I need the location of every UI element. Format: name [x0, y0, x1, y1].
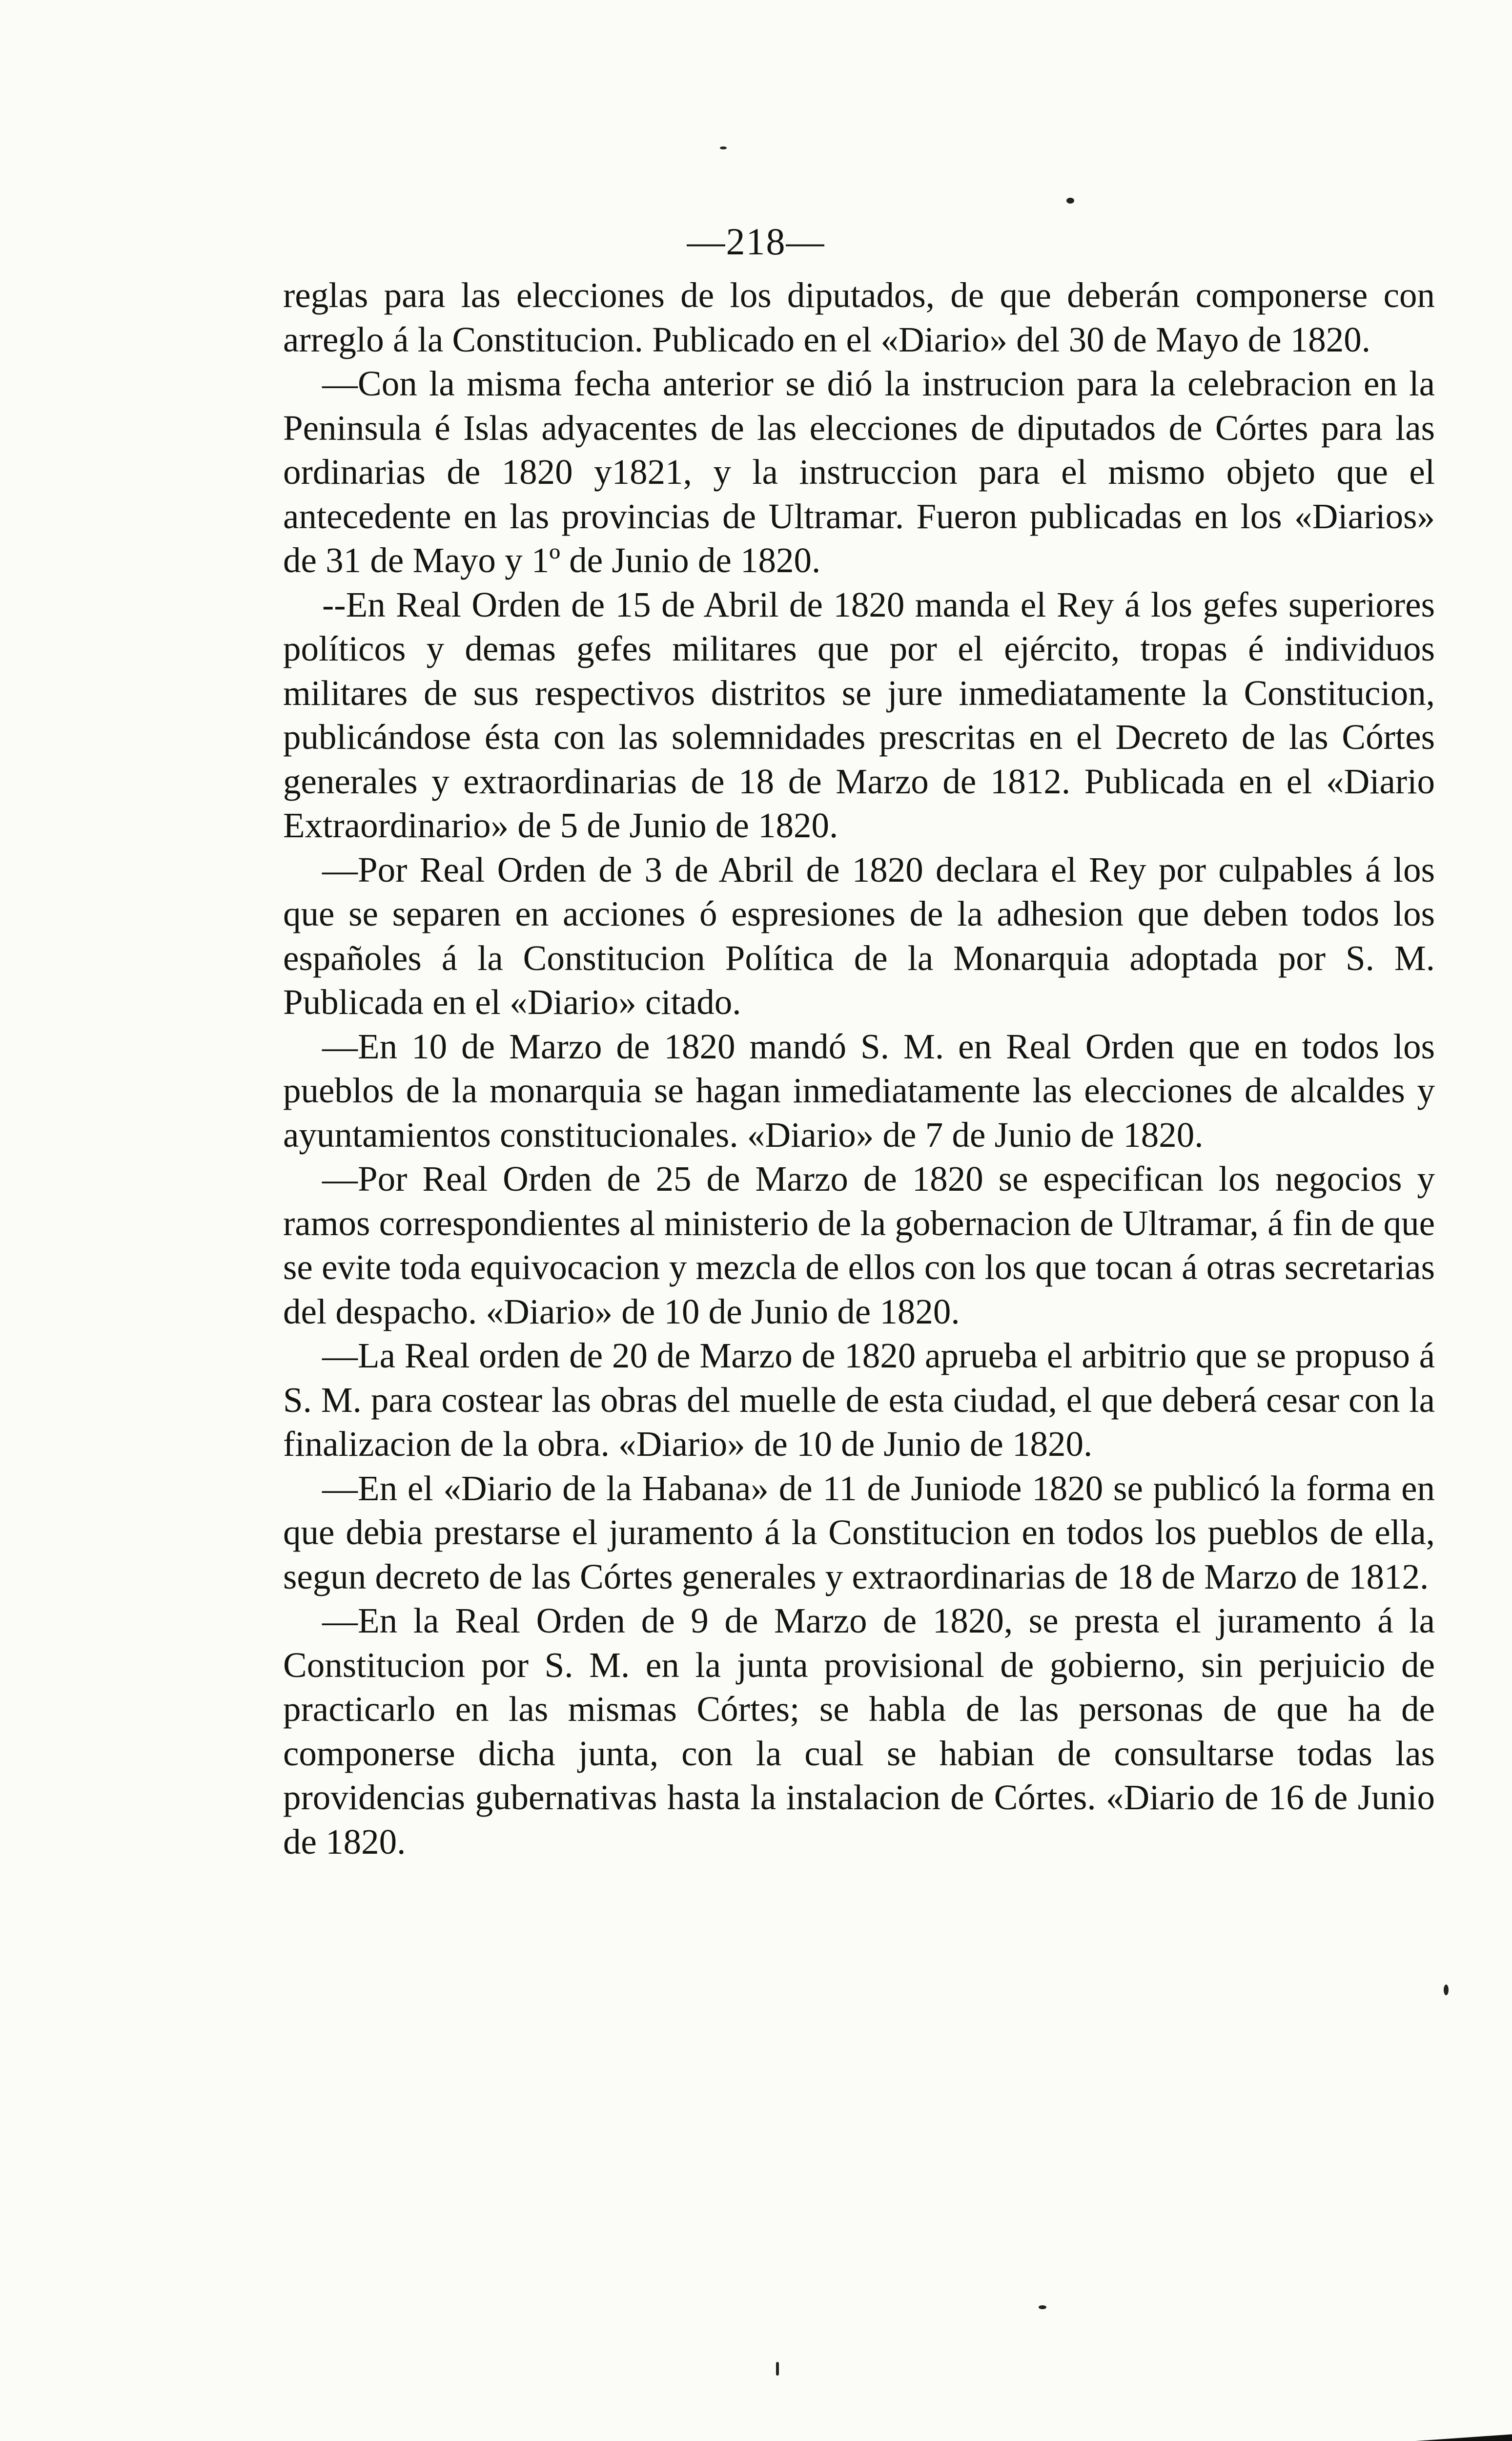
- paragraph: —Con la misma fecha anterior se dió la instrucion para la celebracion en la Peninsula é Islas adyacentes de las elecciones de diputados de Córtes para las ordinarias de 1820 y1821, y la instruccion para el mismo objeto que el antecedente en las provincias de Ultramar. Fueron publicadas en los «Diarios» de 31 de Mayo y 1º de Junio de 1820.: [283, 364, 1435, 580]
- ink-speck: [776, 2362, 779, 2376]
- paragraph: —En 10 de Marzo de 1820 mandó S. M. en Real Orden que en todos los pueblos de la monarquia se hagan inmediatamente las elecciones de alcaldes y ayuntamientos constitucionales. «Diario» de 7 de Junio de 1820.: [283, 1026, 1435, 1155]
- paragraph: —Por Real Orden de 25 de Marzo de 1820 se especifican los negocios y ramos correspondientes al ministerio de la gobernacion de Ultramar, á fin de que se evite toda equivocacion y mezcla de ellos con los que tocan á otras secretarias del despacho. «Diario» de 10 de Junio de 1820.: [283, 1159, 1435, 1331]
- paragraph: —La Real orden de 20 de Marzo de 1820 aprueba el arbitrio que se propuso á S. M. para costear las obras del muelle de esta ciudad, el que deberá cesar con la finalizacion de la obra. «Diario» de 10 de Junio de 1820.: [283, 1336, 1435, 1464]
- ink-speck: [1039, 2305, 1046, 2309]
- paragraph: —En la Real Orden de 9 de Marzo de 1820, se presta el juramento á la Constitucion por S. M. en la junta provisional de gobierno, sin perjuicio de practicarlo en las mismas Córtes; se habla de las personas de que ha de componerse dicha junta, con la cual se habian de consultarse todas las providencias gubernativas hasta la instalacion de Córtes. «Diario de 16 de Junio de 1820.: [283, 1601, 1435, 1862]
- body-text: [283, 273, 1435, 1864]
- paragraph: —En el «Diario de la Habana» de 11 de Juniode 1820 se publicó la forma en que debia prestarse el juramento á la Constitucion en todos los pueblos de ella, segun decreto de las Córtes generales y extraordinarias de 18 de Marzo de 1812.: [283, 1468, 1435, 1596]
- paragraph: --En Real Orden de 15 de Abril de 1820 manda el Rey á los gefes superiores políticos y demas gefes militares que por el ejército, tropas é individuos militares de sus respectivos distritos se jure inmediatamente la Constitucion, publicándose ésta con las solemnidades prescritas en el Decreto de las Córtes generales y extraordinarias de 18 de Marzo de 1812. Publicada en el «Diario Extraordinario» de 5 de Junio de 1820.: [283, 584, 1435, 845]
- scan-edge-bar: [1375, 2434, 1512, 2441]
- ink-speck: [1444, 1985, 1449, 1995]
- ink-speck: [720, 146, 727, 149]
- paragraph: reglas para las elecciones de los diputados, de que deberán componerse con arreglo á la Constitucion. Publicado en el «Diario» del 30 de Mayo de 1820.: [283, 275, 1435, 359]
- ink-speck: [1066, 198, 1074, 204]
- page-number: —218—: [687, 220, 825, 263]
- paragraph: —Por Real Orden de 3 de Abril de 1820 declara el Rey por culpables á los que se separen en acciones ó espresiones de la adhesion que deben todos los españoles á la Constitucion Política de la Monarquia adoptada por S. M. Publicada en el «Diario» citado.: [283, 849, 1435, 1022]
